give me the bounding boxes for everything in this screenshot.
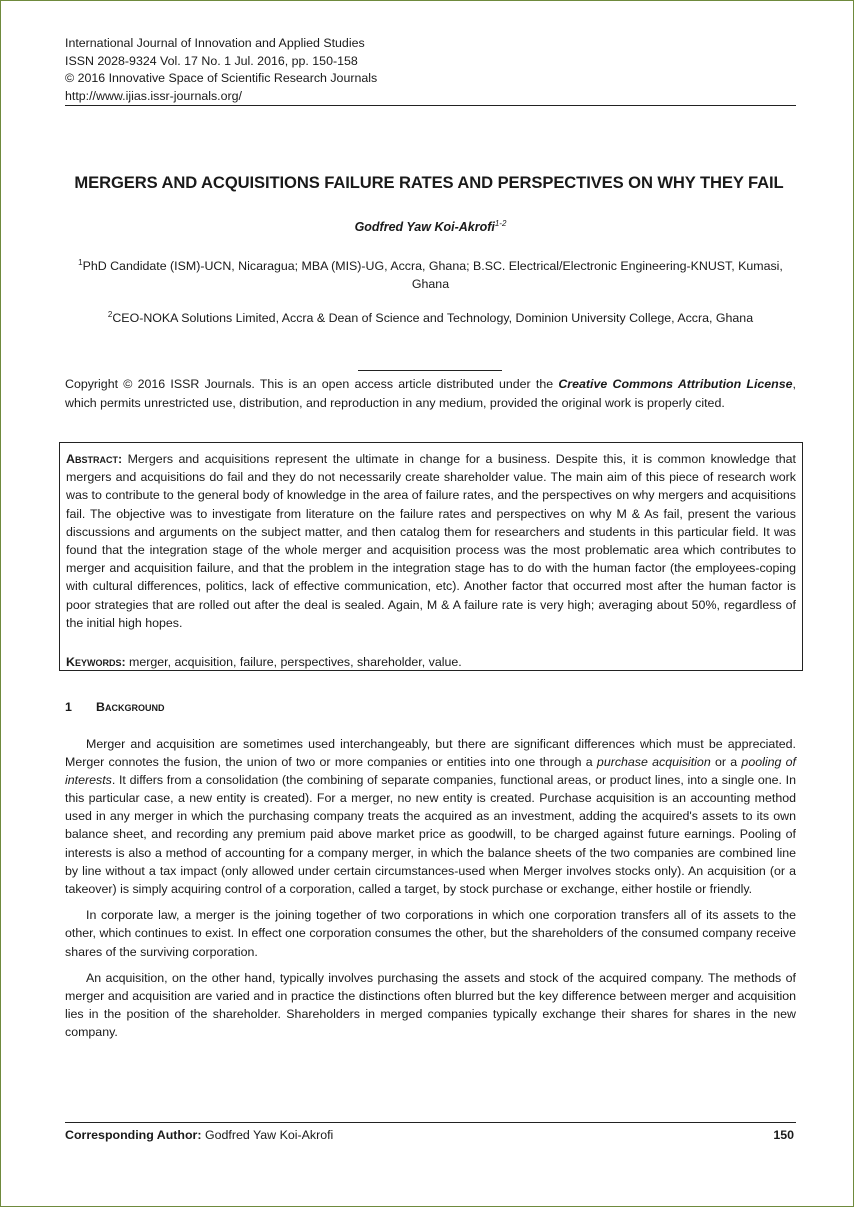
- affiliation-1-text: PhD Candidate (ISM)-UCN, Nicaragua; MBA (MIS)-UG, Accra, Ghana; B.SC. Electrical/Electronic Engineering-KNUST, Kumasi, Ghana: [82, 259, 783, 291]
- section-heading: [65, 700, 796, 714]
- copyright-text-start: Copyright © 2016 ISSR Journals. This is an open access article distributed under the: [65, 377, 559, 391]
- abstract-box: [59, 442, 803, 671]
- header-divider: [65, 105, 796, 106]
- abstract-label: Abstract:: [66, 452, 123, 466]
- copyright-text-end: , which permits unrestricted use, distribution, and reproduction in any medium, provided the original work is properly cited.: [65, 377, 796, 410]
- journal-copyright: © 2016 Innovative Space of Scientific Research Journals: [65, 71, 378, 85]
- footer-divider: [65, 1122, 796, 1123]
- journal-header: [65, 35, 795, 105]
- term-pooling-of-interests: pooling of interests: [65, 755, 796, 788]
- page-footer: [65, 1128, 796, 1142]
- corresponding-author-label: Corresponding Author:: [65, 1128, 202, 1142]
- abstract: [66, 450, 796, 632]
- copyright-notice: [65, 375, 796, 413]
- journal-url[interactable]: http://www.ijias.issr-journals.org/: [65, 88, 242, 103]
- affiliation-1-marker: 1: [78, 258, 83, 267]
- journal-name: International Journal of Innovation and Applied Studies: [65, 36, 365, 50]
- journal-issn: ISSN 2028-9324 Vol. 17 No. 1 Jul. 2016, pp. 150-158: [65, 53, 358, 68]
- abstract-text: Mergers and acquisitions represent the ultimate in change for a business. Despite this, it is common knowledge that mergers and acquisitions do fail and they do not necessarily create shareholder value. The main aim of this piece of research work was to contribute to the general body of knowledge in the area of failure rates, and the perspectives on why mergers and acquisitions fail. The objective was to investigate from literature on the failure rates and perspectives on why M & As fail, present the various discussions and arguments on the subject matter, and then catalog them for researchers and students in this particular field. It was found that the integration stage of the whole merger and acquisition process was the most problematic area which contributes to merger and acquisition failure, and that the problem in the integration stage has to do with the human factor (the employees-coping with cultural differences, politics, lack of effective communication, etc). Another factor that occurred most after the human factor is poor strategies that are rolled out after the deal is sealed. Again, M & A failure rate is very high; averaging about 50%, regardless of the initial high hopes.: [66, 452, 796, 630]
- page-number: 150: [773, 1128, 794, 1142]
- corresponding-author-name: Godfred Yaw Koi-Akrofi: [201, 1128, 334, 1142]
- section-body: [65, 735, 796, 1050]
- paragraph-1-part-c: . It differs from a consolidation (the combining of separate companies, functional areas, or product lines, into a single one. In this particular case, a new entity is created). For a merger, no new entity is created. Purchase acquisition is an accounting method used in any merger in which the purchasing company treats the acquired as an investment, adding the acquired's assets to its own balance sheet, and recording any premium paid above market price as goodwill, to be charged against future earnings. Pooling of interests is also a method of accounting for a company merger, in which the balance sheets of the two companies are combined line by line without a tax impact (only allowed under certain circumstances-used when Merger involves stocks only). An acquisition (or a takeover) is simply acquiring control of a corporation, called a target, by stock purchase or exchange, either hostile or friendly.: [65, 773, 796, 896]
- copyright-divider: [358, 370, 502, 371]
- paragraph-2: In corporate law, a merger is the joining together of two corporations in which one corporation transfers all of its assets to the other, which continues to exist. In effect one corporation consumes the other, but the shareholders of the consumed company receive shares of the surviving corporation.: [65, 908, 796, 959]
- paragraph-1-part-b: or a: [710, 755, 742, 770]
- keywords: [66, 654, 462, 671]
- affiliation-2: [65, 306, 796, 328]
- section-title: Background: [96, 700, 165, 714]
- paragraph-3: An acquisition, on the other hand, typically involves purchasing the assets and stock of the acquired company. The methods of merger and acquisition are varied and in practice the distinctions often blurred but the key difference between merger and acquisition lies in the position of the shareholder. Shareholders in merged companies typically exchange their shares for shares in the new company.: [65, 971, 796, 1040]
- author-name: Godfred Yaw Koi-Akrofi: [354, 220, 495, 235]
- paragraph-1: [65, 735, 796, 898]
- paper-title: MERGERS AND ACQUISITIONS FAILURE RATES AND PERSPECTIVES ON WHY THEY FAIL: [74, 173, 784, 192]
- affiliation-2-marker: 2: [107, 310, 113, 319]
- author-superscript: 1-2: [494, 219, 507, 228]
- affiliation-1: [65, 254, 796, 293]
- term-purchase-acquisition: purchase acquisition: [596, 755, 711, 770]
- section-number: 1: [65, 700, 72, 714]
- keywords-label: Keywords:: [66, 655, 126, 669]
- keywords-text: merger, acquisition, failure, perspectives, shareholder, value.: [129, 655, 462, 669]
- author-line: [65, 219, 796, 234]
- paragraph-1-part-a: Merger and acquisition are sometimes used interchangeably, but there are significant differences which must be appreciated. Merger connotes the fusion, the union of two or more companies or entities into one through a: [65, 737, 796, 770]
- affiliation-2-text: CEO-NOKA Solutions Limited, Accra & Dean of Science and Technology, Dominion University College, Accra, Ghana: [112, 311, 754, 326]
- license-name: Creative Commons Attribution License: [558, 377, 793, 391]
